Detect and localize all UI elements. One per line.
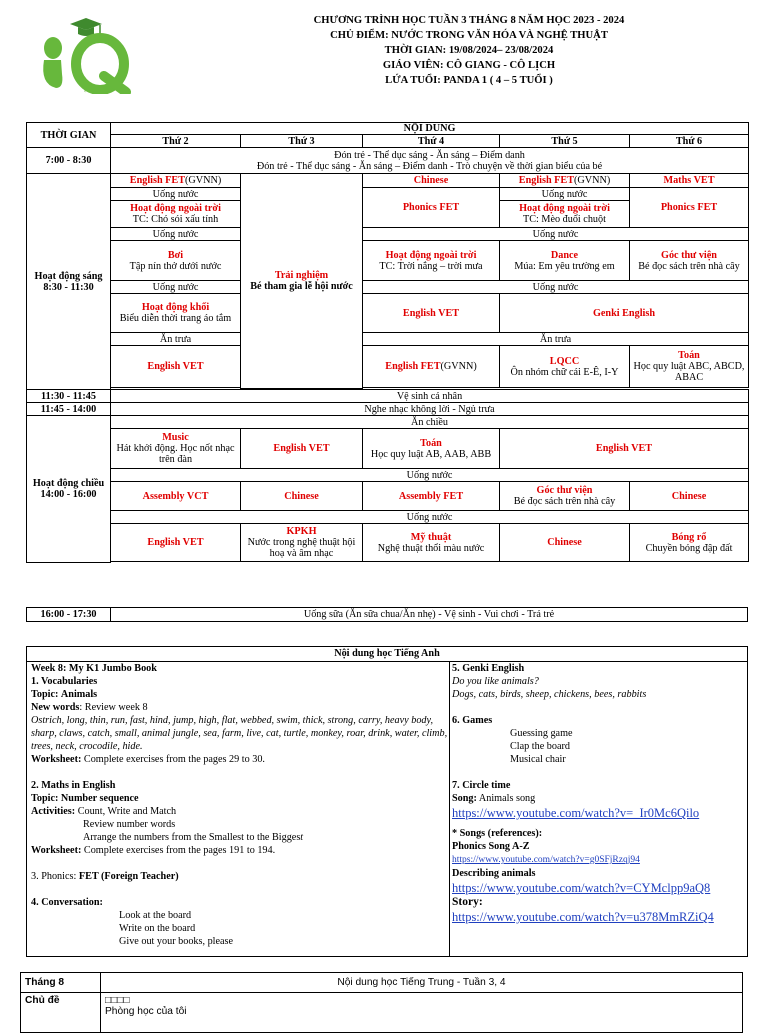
field-label: New words xyxy=(31,702,80,713)
activity-cell xyxy=(111,241,241,281)
activity-title: English FET xyxy=(129,175,185,186)
activity-item: Arrange the numbers from the Smallest to the Bigges xyxy=(83,832,301,843)
activity-title: Hoạt động ngoài trời xyxy=(385,249,477,261)
weekly-schedule-table xyxy=(26,122,749,563)
topic-vietnamese-text: Phòng học của tôi xyxy=(105,1006,187,1017)
english-left-column xyxy=(27,662,450,956)
section-number: 3 xyxy=(31,871,37,882)
activity-item: Review number words xyxy=(83,819,176,830)
activity-title: Góc thư viện xyxy=(536,485,593,496)
section-heading: 1. Vocabularies xyxy=(31,676,98,687)
activity-note: (GVNN) xyxy=(574,175,611,186)
water-break: Uống nước xyxy=(111,469,749,482)
header-time: THỜI GIAN xyxy=(27,123,111,148)
lunch-break: Ăn trưa xyxy=(363,333,749,346)
activity-note: (GVNN) xyxy=(185,175,222,186)
activity-cell: Chinese xyxy=(630,482,749,511)
activity-cell: English VET xyxy=(241,429,363,469)
activity-detail: Bé tham gia lễ hội nước xyxy=(250,281,353,292)
conversation-item: Write on the board xyxy=(119,923,196,934)
welcome-line: Đón trẻ - Thể dục sáng - Ăn sáng – Điểm danh - Trò chuyện về thời gian biểu của bé xyxy=(256,160,603,172)
afternoon-session-label xyxy=(27,416,111,563)
activity-cell xyxy=(363,524,500,562)
snack-activity: Ăn chiều xyxy=(111,416,749,429)
activity-title: Toán xyxy=(678,350,700,361)
field-label: Worksheet: xyxy=(31,754,82,765)
activity-cell xyxy=(111,294,241,333)
topic-value: Animals xyxy=(60,689,98,700)
section-heading: 4. Conversation: xyxy=(31,897,103,908)
time-slot: 16:00 - 17:30 xyxy=(27,608,111,622)
activity-title: Bơi xyxy=(167,249,184,261)
water-break: Uống nước xyxy=(111,511,749,524)
activity-cell xyxy=(500,346,630,388)
hygiene-activity: Vệ sinh cá nhân xyxy=(111,390,749,403)
activity-detail: Bé đọc sách trên nhà cây xyxy=(638,260,740,272)
field-label: Topic xyxy=(31,793,55,804)
activity-cell xyxy=(500,241,630,281)
day-tuesday: Thứ 3 xyxy=(241,135,363,148)
activity-note: (GVNN) xyxy=(440,361,477,372)
logo-text: IQ xyxy=(84,91,87,93)
activity-detail: Hát khởi động. Học nốt nhạc trên đàn xyxy=(116,443,235,465)
section-heading: . Phonics: xyxy=(36,871,79,882)
water-break: Uống nước xyxy=(111,228,241,241)
activity-detail: TC: Trời nắng – trời mưa xyxy=(379,260,483,272)
activity-cell: English VET xyxy=(111,346,241,388)
water-break: Uống nước xyxy=(500,188,630,201)
activity-detail: Biểu diễn thời trang áo tắm xyxy=(119,313,232,324)
section-heading: * Songs (references): xyxy=(452,828,543,839)
welcome-line: Đón trẻ - Thể dục sáng - Ăn sáng – Điểm danh xyxy=(334,149,525,161)
welcome-activity xyxy=(111,148,749,174)
new-words-value: : Review week 8 xyxy=(79,702,148,713)
activity-title: Hoạt động khối xyxy=(141,302,210,313)
activity-cell: Genki English xyxy=(500,294,749,333)
activity-cell: Chinese xyxy=(500,524,630,562)
session-time: 8:30 - 11:30 xyxy=(43,281,94,293)
day-friday: Thứ 6 xyxy=(630,135,749,148)
field-label: Worksheet: xyxy=(31,845,82,856)
activity-title: Hoạt động ngoài trời xyxy=(130,203,221,214)
header-dates: THỜI GIAN: 19/08/2024– 23/08/2024 xyxy=(384,45,554,56)
section-heading: 2. Maths in English xyxy=(31,780,116,791)
time-slot: 7:00 - 8:30 xyxy=(27,148,111,174)
activity-title: Toán xyxy=(420,437,442,449)
conversation-item: Look at the board xyxy=(119,910,192,921)
youtube-link[interactable]: https://www.youtube.com/watch?v=g0SFjRzqj94 xyxy=(452,855,640,865)
header-age-group: LỨA TUỔI: PANDA 1 ( 4 – 5 TUỔI ) xyxy=(385,75,553,86)
english-content-box xyxy=(26,646,748,957)
activity-title: KPKH xyxy=(286,526,317,537)
section-heading: 7. Circle time xyxy=(452,780,511,791)
genki-question: Do you like animals? xyxy=(452,676,539,687)
pickup-row xyxy=(26,607,748,622)
activity-title: Hoạt động ngoài trời xyxy=(519,203,610,214)
youtube-link[interactable]: https://www.youtube.com/watch?v=_Ir0Mc6Qilo xyxy=(452,806,700,820)
youtube-link[interactable]: https://www.youtube.com/watch?v=CYMclpp9aQ8 xyxy=(452,881,711,895)
activity-cell xyxy=(630,241,749,281)
activity-cell xyxy=(500,201,630,228)
topic-label: Chủ đề xyxy=(21,993,101,1033)
vocabulary-words: Ostrich, long, thin, run, fast, hind, jump, high, flat, webbed, swim, thick, strong, carry, heavy body, sharp, claws, catch, small, animal jungle, sea, farm, live, cat, turtle, monkey, roar, drink, water, climb, trees, neck, crocodile, hide. xyxy=(31,715,448,752)
activity-cell: Phonics FET xyxy=(630,188,749,228)
header-title: CHƯƠNG TRÌNH HỌC TUẦN 3 THÁNG 8 NĂM HỌC 2023 - 2024 xyxy=(313,15,625,26)
day-wednesday: Thứ 4 xyxy=(363,135,500,148)
activity-cell: Assembly VCT xyxy=(111,482,241,511)
activity-cell: English VET xyxy=(500,429,749,469)
activity-cell xyxy=(363,241,500,281)
song-title: Describing animals xyxy=(452,868,536,879)
morning-session-label xyxy=(27,174,111,390)
lunch-break: Ăn trưa xyxy=(111,333,241,346)
activity-cell: English VET xyxy=(363,294,500,333)
activity-title: English FET xyxy=(385,361,441,372)
story-label: Story: xyxy=(452,896,483,908)
worksheet-value: Complete exercises from the pages 29 to 30. xyxy=(83,754,265,765)
field-label: Topic: xyxy=(31,689,59,700)
activity-detail: Ôn nhóm chữ cái E-Ê, I-Y xyxy=(510,366,619,378)
session-name: Hoạt động sáng xyxy=(34,270,103,282)
activity-title: Mỹ thuật xyxy=(410,531,452,543)
activity-detail: Chuyền bóng đập đất xyxy=(645,542,733,554)
session-time: 14:00 - 16:00 xyxy=(40,488,97,500)
activity-cell xyxy=(630,524,749,562)
day-monday: Thứ 2 xyxy=(111,135,241,148)
week-title: Week 8: My K1 Jumbo Book xyxy=(31,663,157,674)
topic-value: : Number sequence xyxy=(54,793,139,804)
topic-chinese-text: □□□□ xyxy=(105,995,130,1006)
english-right-column xyxy=(450,662,747,956)
document-header xyxy=(170,13,768,88)
activity-cell xyxy=(241,524,363,562)
nap-activity: Nghe nhạc không lời - Ngủ trưa xyxy=(111,403,749,416)
session-name: Hoạt động chiều xyxy=(32,477,105,489)
activity-cell: English VET xyxy=(111,524,241,562)
activity-cell xyxy=(111,429,241,469)
english-content-title: Nội dung học Tiếng Anh xyxy=(27,647,747,662)
field-label: Activities: xyxy=(31,806,76,817)
activity-detail: Học quy luật ABC, ABCD, ABAC xyxy=(633,361,745,383)
pickup-activity: Uống sữa (Ăn sữa chua/Ăn nhẹ) - Vệ sinh - Vui chơi - Trả trẻ xyxy=(111,608,748,622)
section-heading: 5. Genki English xyxy=(452,663,525,674)
activity-cell: Maths VET xyxy=(630,174,749,188)
activity-detail: TC: Mèo đuổi chuột xyxy=(523,214,606,225)
water-break: Uống nước xyxy=(363,228,749,241)
activity-cell xyxy=(111,201,241,228)
activity-cell xyxy=(363,346,500,388)
activity-cell xyxy=(241,174,363,389)
activity-detail: Tập nín thở dưới nước xyxy=(129,260,222,272)
conversation-item: Give out your books, please xyxy=(119,936,234,947)
activity-cell: Phonics FET xyxy=(363,188,500,228)
activity-title: Góc thư viện xyxy=(661,249,717,261)
section-heading: 6. Games xyxy=(452,715,493,726)
activity-title: LQCC xyxy=(549,355,580,367)
water-break: Uống nước xyxy=(111,188,241,201)
activity-title: Bóng rổ xyxy=(671,531,707,543)
activity-item: Count, Write and Match xyxy=(77,806,177,817)
worksheet-value: Complete exercises from the pages 191 to 194. xyxy=(83,845,276,856)
activity-detail: Nghệ thuật thổi màu nước xyxy=(377,542,485,554)
activity-detail: Học quy luật AB, AAB, ABB xyxy=(370,448,492,460)
activity-detail: Múa: Em yêu trường em xyxy=(514,260,615,272)
activity-detail: Bé đọc sách trên nhà cây xyxy=(513,496,616,507)
activity-title: Trải nghiệm xyxy=(274,270,329,281)
activity-cell: Chinese xyxy=(363,174,500,188)
water-break: Uống nước xyxy=(363,281,749,294)
header-content: NỘI DUNG xyxy=(111,123,749,135)
field-label: Song: xyxy=(452,793,477,804)
activity-cell xyxy=(363,429,500,469)
activity-detail: Nước trong nghệ thuật hội hoạ và âm nhạc xyxy=(247,537,356,559)
game-item: Clap the board xyxy=(510,741,570,752)
time-slot: 11:30 - 11:45 xyxy=(27,390,111,403)
game-item: Guessing game xyxy=(510,728,573,739)
genki-answer: Dogs, cats, birds, sheep, chickens, bees, rabbits xyxy=(452,689,647,700)
activity-title: English FET xyxy=(518,175,574,186)
song-value: Animals song xyxy=(476,793,536,804)
youtube-link[interactable]: https://www.youtube.com/watch?v=u378MmRZiQ4 xyxy=(452,910,714,924)
topic-cell xyxy=(101,993,743,1033)
month-label: Tháng 8 xyxy=(21,973,101,993)
activity-detail: TC: Chó sói xấu tính xyxy=(132,214,219,225)
chinese-content-title: Nội dung học Tiếng Trung - Tuần 3, 4 xyxy=(101,973,743,993)
activity-title: Music xyxy=(162,432,189,443)
activity-cell xyxy=(500,482,630,511)
song-title: Phonics Song A-Z xyxy=(452,841,530,852)
game-item: Musical chair xyxy=(510,754,566,765)
time-slot: 11:45 - 14:00 xyxy=(27,403,111,416)
day-thursday: Thứ 5 xyxy=(500,135,630,148)
header-theme: CHỦ ĐIỂM: NƯỚC TRONG VĂN HÓA VÀ NGHỆ THUẬT xyxy=(330,30,608,41)
phonics-value: FET (Foreign Teacher) xyxy=(78,871,179,882)
activity-cell xyxy=(630,346,749,388)
activity-cell xyxy=(500,174,630,188)
activity-title: Dance xyxy=(550,249,579,261)
iq-logo xyxy=(34,14,134,94)
activity-cell: Assembly FET xyxy=(363,482,500,511)
activity-cell xyxy=(111,174,241,188)
activity-item-tail: t xyxy=(300,832,304,843)
activity-cell: Chinese xyxy=(241,482,363,511)
header-teachers: GIÁO VIÊN: CÔ GIANG - CÔ LỊCH xyxy=(382,60,556,71)
water-break: Uống nước xyxy=(111,281,241,294)
